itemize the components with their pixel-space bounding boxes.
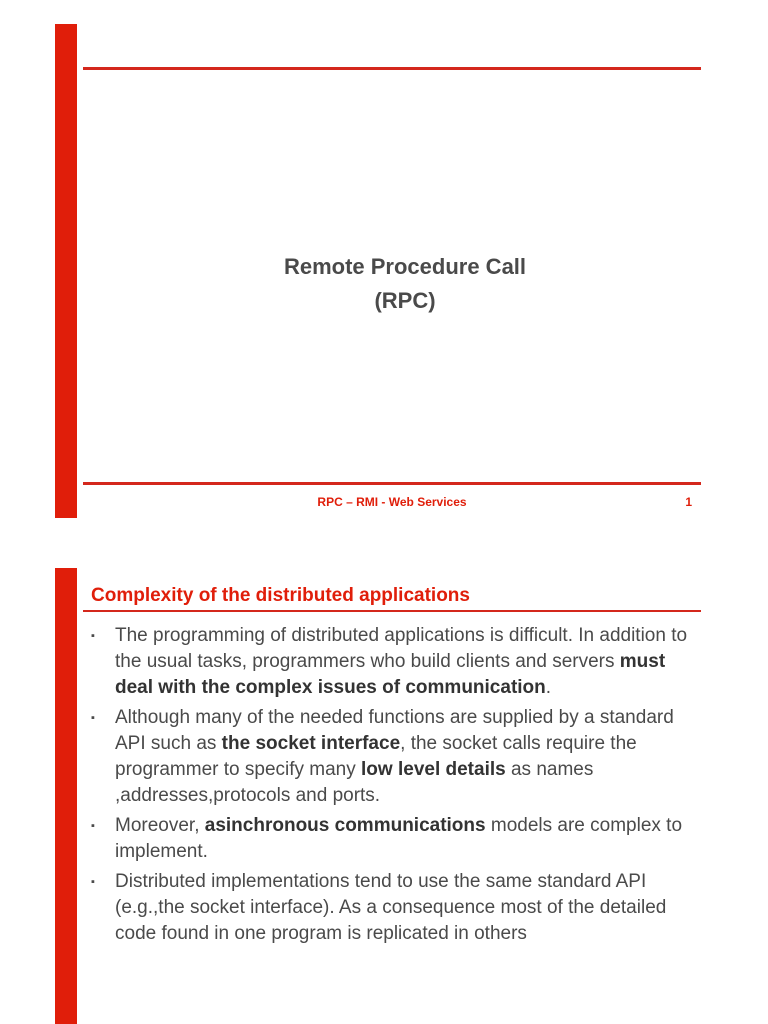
slide-1-footer: RPC – RMI - Web Services: [317, 495, 467, 509]
bullet-2-text-a: Although many of the needed functions are supplied by a standard API such as: [115, 707, 674, 754]
bullet-3-text-b: models are complex to implement.: [115, 815, 683, 862]
bullet-1-text-a: The programming of distributed applications is difficult. In addition to the usual tasks, programmers who build clients and servers: [115, 625, 688, 672]
slide-2-bullet-list: [88, 623, 688, 951]
bullet-item-2: [88, 705, 688, 809]
slide-1-top-rule: [83, 67, 701, 70]
bullet-2-bold-b: low level details: [361, 759, 506, 780]
slide-2-side-bar: [55, 568, 77, 1024]
slide-2-heading-rule: [83, 610, 701, 612]
bullet-3-bold-a: asinchronous communications: [204, 815, 486, 836]
bullet-3-text-a: Moreover,: [115, 815, 205, 836]
bullet-item-1: [88, 623, 688, 701]
square-bullet-icon: ▪: [91, 712, 95, 724]
bullet-2-bold-a: the socket interface: [221, 733, 401, 754]
square-bullet-icon: ▪: [91, 630, 95, 642]
slide-1-page-number: 1: [685, 495, 692, 509]
bullet-1-text-b: .: [545, 677, 552, 698]
slide-1-bottom-rule: [83, 482, 701, 485]
square-bullet-icon: ▪: [91, 820, 95, 832]
square-bullet-icon: ▪: [91, 876, 95, 888]
slide-1-title-line-2: (RPC): [374, 288, 436, 313]
bullet-1-bold-a: must deal with the complex issues of communication: [115, 651, 666, 698]
bullet-2-text-c: as names ,addresses,protocols and ports.: [115, 759, 594, 806]
slide-2-heading: Complexity of the distributed applications: [91, 585, 470, 606]
slide-1-side-bar: [55, 24, 77, 518]
bullet-item-4: [88, 869, 688, 947]
slide-2: [0, 565, 768, 1024]
bullet-2-text-b: , the socket calls require the programmer to specify many: [115, 733, 637, 780]
bullet-4-text-a: Distributed implementations tend to use the same standard API (e.g.,the socket interface). As a consequence most of the detailed code found in one program is replicated in others: [115, 871, 667, 944]
slide-1-title-line-1: Remote Procedure Call: [283, 254, 527, 279]
slide-1-title: [83, 250, 727, 318]
bullet-item-3: [88, 813, 688, 865]
